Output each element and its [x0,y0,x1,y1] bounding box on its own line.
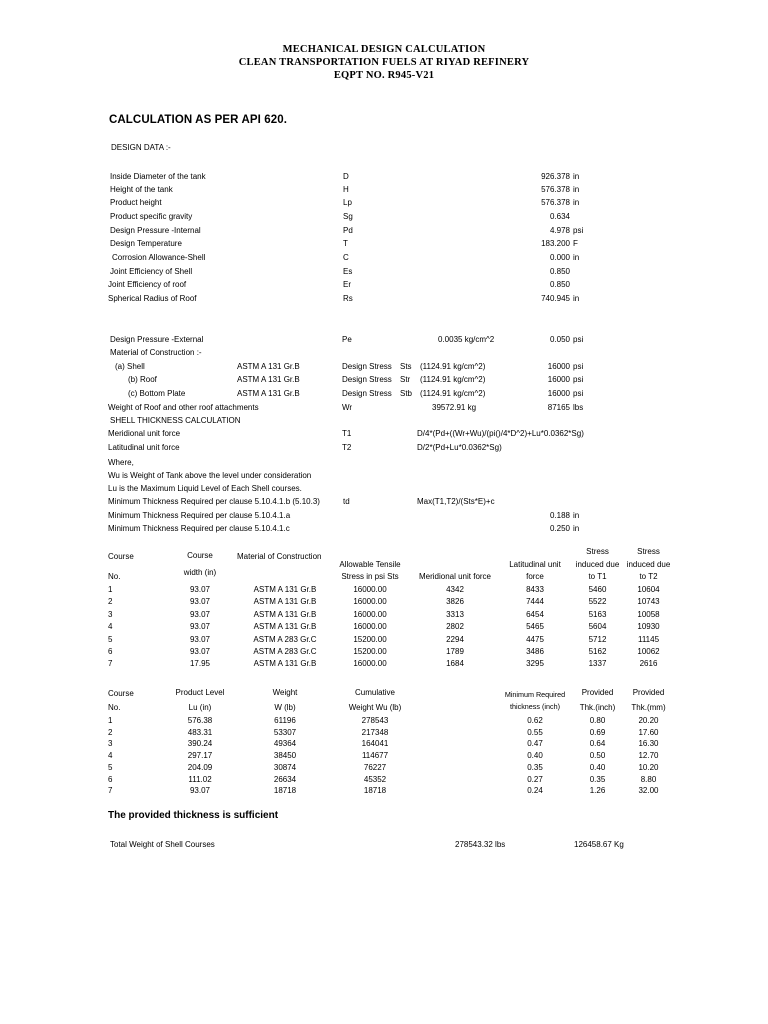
cumulative-weight: 217348 [361,728,389,737]
header-weight: W (lb) [274,703,296,712]
weight: 26634 [273,775,297,784]
provided-thickness-mm: 12.70 [638,751,659,760]
material-stress-label: Design Stress [342,362,392,371]
header-course: Course [108,689,134,698]
provided-thickness-mm: 10.20 [638,763,659,772]
min-required-thickness: 0.24 [527,786,543,795]
header-meridional: Meridional unit force [418,572,492,581]
design-row-label: Height of the tank [110,185,173,194]
design-row-label: Design Temperature [110,239,182,248]
allowable-stress: 16000.00 [353,659,387,668]
min-required-thickness: 0.55 [527,728,543,737]
material-item: (c) Bottom Plate [128,389,186,398]
product-level: 111.02 [188,775,212,784]
row-label: Design Pressure -External [110,335,204,344]
min-thickness-value: 0.250 [549,524,570,533]
design-row-value: 4.978 [549,226,570,235]
shell-calc-label: SHELL THICKNESS CALCULATION [110,416,241,425]
stress-t2: 2616 [639,659,658,668]
material-stress-kg: (1124.91 kg/cm^2) [420,389,486,398]
course-no: 6 [108,775,113,784]
allowable-stress: 15200.00 [353,635,387,644]
stress-t2: 10604 [637,585,660,594]
header-no: No. [108,703,121,712]
row-value: 87165 [547,403,570,412]
design-row-symbol: T [343,239,348,248]
min-thickness-symbol: td [343,497,350,506]
latitudinal-force: 3295 [526,659,544,668]
force-formula: D/4*(Pd+((Wr+Wu)/(pi()/4*D^2)+Lu*0.0362*Sg) [417,429,584,438]
allowable-stress: 16000.00 [353,597,387,606]
provided-thickness-inch: 0.50 [589,751,606,760]
material-spec: ASTM A 131 Gr.B [237,389,300,398]
design-row-label: Product height [110,198,162,207]
force-symbol: T2 [342,443,352,452]
min-required-thickness: 0.35 [527,763,543,772]
provided-thickness-mm: 16.30 [638,739,659,748]
force-symbol: T1 [342,429,352,438]
material-stress-kg: (1124.91 kg/cm^2) [420,362,486,371]
header-stress-t2: Stress [637,547,660,556]
provided-thickness-mm: 17.60 [638,728,659,737]
course-material: ASTM A 131 Gr.B [253,610,317,619]
course-no: 5 [108,763,113,772]
provided-thickness-inch: 0.69 [589,728,606,737]
design-row-symbol: C [343,253,349,262]
meridional-force: 1684 [446,659,464,668]
latitudinal-force: 3486 [526,647,544,656]
material-stress-value: 16000 [547,375,570,384]
allowable-stress: 16000.00 [353,610,387,619]
provided-thickness-inch: 0.64 [589,739,606,748]
course-material: ASTM A 131 Gr.B [253,659,317,668]
course-width: 93.07 [189,610,211,619]
design-row-unit: in [573,172,580,181]
header-cumulative: Cumulative [354,688,395,697]
meridional-force: 1789 [446,647,464,656]
course-width: 17.95 [189,659,211,668]
row-value: 0.050 [549,335,570,344]
header-latitudinal: force [526,572,544,581]
min-thickness-unit: in [573,524,580,533]
course-no: 7 [108,786,113,795]
header-latitudinal: Latitudinal unit [509,560,561,569]
material-item: (a) Shell [115,362,145,371]
header-stress-t1: induced due [575,560,620,569]
force-label: Latitudinal unit force [108,443,180,452]
course-no: 6 [108,647,113,656]
weight: 49364 [273,739,297,748]
header-provided-mm: Provided [632,688,665,697]
course-width: 93.07 [189,635,211,644]
weight: 38450 [273,751,297,760]
material-stress-unit: psi [573,389,584,398]
provided-thickness-inch: 1.26 [589,786,606,795]
stress-t2: 11145 [637,635,660,644]
material-stress-label: Design Stress [342,375,392,384]
weight: 61196 [274,716,296,725]
row-label: Weight of Roof and other roof attachments [108,403,259,412]
header-cumulative: Weight Wu (lb) [348,703,402,712]
design-row-unit: in [573,198,580,207]
doc-title: MECHANICAL DESIGN CALCULATION [282,44,486,55]
allowable-stress: 15200.00 [353,647,387,656]
design-row-value: 0.000 [549,253,570,262]
min-required-thickness: 0.40 [527,751,543,760]
course-no: 3 [108,739,113,748]
min-thickness-formula: Max(T1,T2)/(Sts*E)+c [417,497,495,506]
course-no: 1 [108,585,113,594]
course-no: 3 [108,610,113,619]
stress-t2: 10743 [637,597,660,606]
where-label: Where, [108,458,134,467]
cumulative-weight: 18718 [363,786,387,795]
meridional-force: 2294 [446,635,464,644]
provided-thickness-inch: 0.35 [589,775,606,784]
material-stress-symbol: Stb [400,389,413,398]
min-required-thickness: 0.47 [527,739,543,748]
equipment-number: EQPT NO. R945-V21 [333,70,435,81]
row-kg-value: 39572.91 kg [432,403,477,412]
design-row-label: Spherical Radius of Roof [108,294,197,303]
course-material: ASTM A 283 Gr.C [253,647,317,656]
allowable-stress: 16000.00 [353,622,387,631]
weight: 53307 [273,728,297,737]
design-row-value: 0.850 [549,267,570,276]
stress-t1: 5162 [588,647,607,656]
header-width: width (in) [183,568,217,577]
product-level: 390.24 [187,739,213,748]
weight: 18718 [273,786,297,795]
stress-t1: 5522 [588,597,607,606]
course-material: ASTM A 131 Gr.B [253,597,317,606]
stress-t1: 5604 [588,622,607,631]
course-width: 93.07 [189,597,211,606]
header-stress-t1: to T1 [588,572,607,581]
project-name: CLEAN TRANSPORTATION FUELS AT RIYAD REFINERY [238,57,530,68]
meridional-force: 3313 [446,610,464,619]
design-row-value: 0.850 [549,280,570,289]
latitudinal-force: 7444 [526,597,544,606]
design-row-label: Corrosion Allowance-Shell [112,253,206,262]
header-weight: Weight [272,688,298,697]
material-stress-kg: (1124.91 kg/cm^2) [420,375,486,384]
header-provided-inch: Provided [581,688,614,697]
design-row-label: Design Pressure -Internal [110,226,201,235]
course-no: 5 [108,635,113,644]
design-row-unit: in [573,185,580,194]
provided-thickness-mm: 32.00 [638,786,659,795]
stress-t2: 10058 [637,610,660,619]
total-kg: 126458.67 Kg [574,840,624,849]
cumulative-weight: 114677 [361,751,389,760]
design-row-label: Joint Efficiency of roof [108,280,187,289]
row-unit: lbs [573,403,584,412]
provided-thickness-mm: 20.20 [638,716,659,725]
design-row-symbol: H [343,185,349,194]
material-stress-unit: psi [573,362,584,371]
material-spec: ASTM A 131 Gr.B [237,375,300,384]
design-row-value: 576.378 [541,198,570,207]
material-item: (b) Roof [128,375,157,384]
course-material: ASTM A 131 Gr.B [253,585,317,594]
min-required-thickness: 0.62 [527,716,543,725]
header-material: Material of Construction [237,552,322,561]
design-row-symbol: Sg [343,212,353,221]
total-label: Total Weight of Shell Courses [110,840,215,849]
weight: 30874 [273,763,297,772]
product-level: 297.17 [187,751,213,760]
header-product-level: Lu (in) [188,703,212,712]
material-stress-symbol: Sts [400,362,412,371]
course-width: 93.07 [189,585,211,594]
header-width: Course [187,551,213,560]
design-data-label: DESIGN DATA :- [111,143,171,152]
min-thickness-value: 0.188 [549,511,570,520]
design-row-value: 0.634 [549,212,570,221]
design-row-label: Joint Efficiency of Shell [110,267,193,276]
lu-note: Lu is the Maximum Liquid Level of Each Shell courses. [108,484,302,493]
product-level: 93.07 [189,786,211,795]
header-min-required: Minimum Required [504,690,566,699]
header-product-level: Product Level [175,688,225,697]
design-row-value: 183.200 [541,239,570,248]
header-provided-mm: Thk.(mm) [631,703,666,712]
min-thickness-label: Minimum Thickness Required per clause 5.10.4.1.b (5.10.3) [108,497,320,506]
design-row-value: 576.378 [541,185,570,194]
design-row-symbol: Lp [343,198,352,207]
cumulative-weight: 164041 [361,739,389,748]
calculation-title: CALCULATION AS PER API 620. [109,114,287,126]
course-material: ASTM A 283 Gr.C [253,635,317,644]
course-no: 4 [108,751,113,760]
stress-t1: 5163 [588,610,607,619]
row-symbol: Wr [342,403,353,412]
row-unit: psi [573,335,584,344]
min-thickness-unit: in [573,511,580,520]
min-required-thickness: 0.27 [527,775,543,784]
stress-t1: 5712 [588,635,607,644]
allowable-stress: 16000.00 [353,585,387,594]
course-no: 2 [108,597,113,606]
stress-t1: 1337 [588,659,607,668]
material-stress-value: 16000 [547,362,570,371]
cumulative-weight: 278543 [361,716,389,725]
meridional-force: 2802 [446,622,464,631]
force-formula: D/2*(Pd+Lu*0.0362*Sg) [417,443,502,452]
header-stress-t1: Stress [586,547,609,556]
header-min-required: thickness (inch) [510,702,560,711]
latitudinal-force: 5465 [526,622,544,631]
stress-t1: 5460 [588,585,607,594]
header-allowable: Stress in psi Sts [341,572,399,581]
provided-thickness-mm: 8.80 [640,775,657,784]
material-label: Material of Construction :- [110,348,202,357]
product-level: 483.31 [187,728,213,737]
course-width: 93.07 [189,622,211,631]
wu-note: Wu is Weight of Tank above the level under consideration [108,471,312,480]
design-row-symbol: Es [343,267,353,276]
stress-t2: 10930 [637,622,660,631]
design-row-label: Inside Diameter of the tank [110,172,206,181]
min-thickness-label: Minimum Thickness Required per clause 5.10.4.1.a [108,511,291,520]
header-provided-inch: Thk.(inch) [579,703,616,712]
design-row-unit: F [573,239,578,248]
material-stress-unit: psi [573,375,584,384]
design-row-symbol: Pd [343,226,353,235]
course-no: 7 [108,659,113,668]
design-row-unit: psi [573,226,584,235]
provided-thickness-inch: 0.40 [589,763,606,772]
cumulative-weight: 76227 [363,763,387,772]
header-stress-t2: induced due [626,560,671,569]
latitudinal-force: 8433 [526,585,544,594]
row-symbol: Pe [342,335,352,344]
course-width: 93.07 [189,647,211,656]
product-level: 576.38 [187,716,213,725]
design-row-unit: in [573,294,580,303]
header-course: Course [108,552,134,561]
latitudinal-force: 4475 [526,635,544,644]
product-level: 204.09 [187,763,213,772]
material-stress-label: Design Stress [342,389,392,398]
material-spec: ASTM A 131 Gr.B [237,362,300,371]
course-no: 4 [108,622,113,631]
meridional-force: 3826 [446,597,464,606]
conclusion-text: The provided thickness is sufficient [108,810,279,821]
course-no: 2 [108,728,113,737]
material-stress-symbol: Str [400,375,411,384]
course-no: 1 [108,716,113,725]
total-lbs: 278543.32 lbs [455,840,506,849]
provided-thickness-inch: 0.80 [589,716,606,725]
design-row-value: 740.945 [541,294,570,303]
design-row-symbol: Rs [343,294,353,303]
stress-t2: 10062 [637,647,660,656]
row-kg-value: 0.0035 kg/cm^2 [438,335,495,344]
design-row-value: 926.378 [541,172,570,181]
min-thickness-label: Minimum Thickness Required per clause 5.10.4.1.c [108,524,290,533]
force-label: Meridional unit force [108,429,181,438]
header-stress-t2: to T2 [639,572,658,581]
latitudinal-force: 6454 [526,610,544,619]
design-row-unit: in [573,253,580,262]
design-row-symbol: D [343,172,349,181]
course-material: ASTM A 131 Gr.B [253,622,317,631]
design-row-symbol: Er [343,280,351,289]
design-row-label: Product specific gravity [110,212,193,221]
material-stress-value: 16000 [547,389,570,398]
meridional-force: 4342 [446,585,464,594]
header-allowable: Allowable Tensile [339,560,401,569]
header-no: No. [108,572,121,581]
cumulative-weight: 45352 [363,775,387,784]
